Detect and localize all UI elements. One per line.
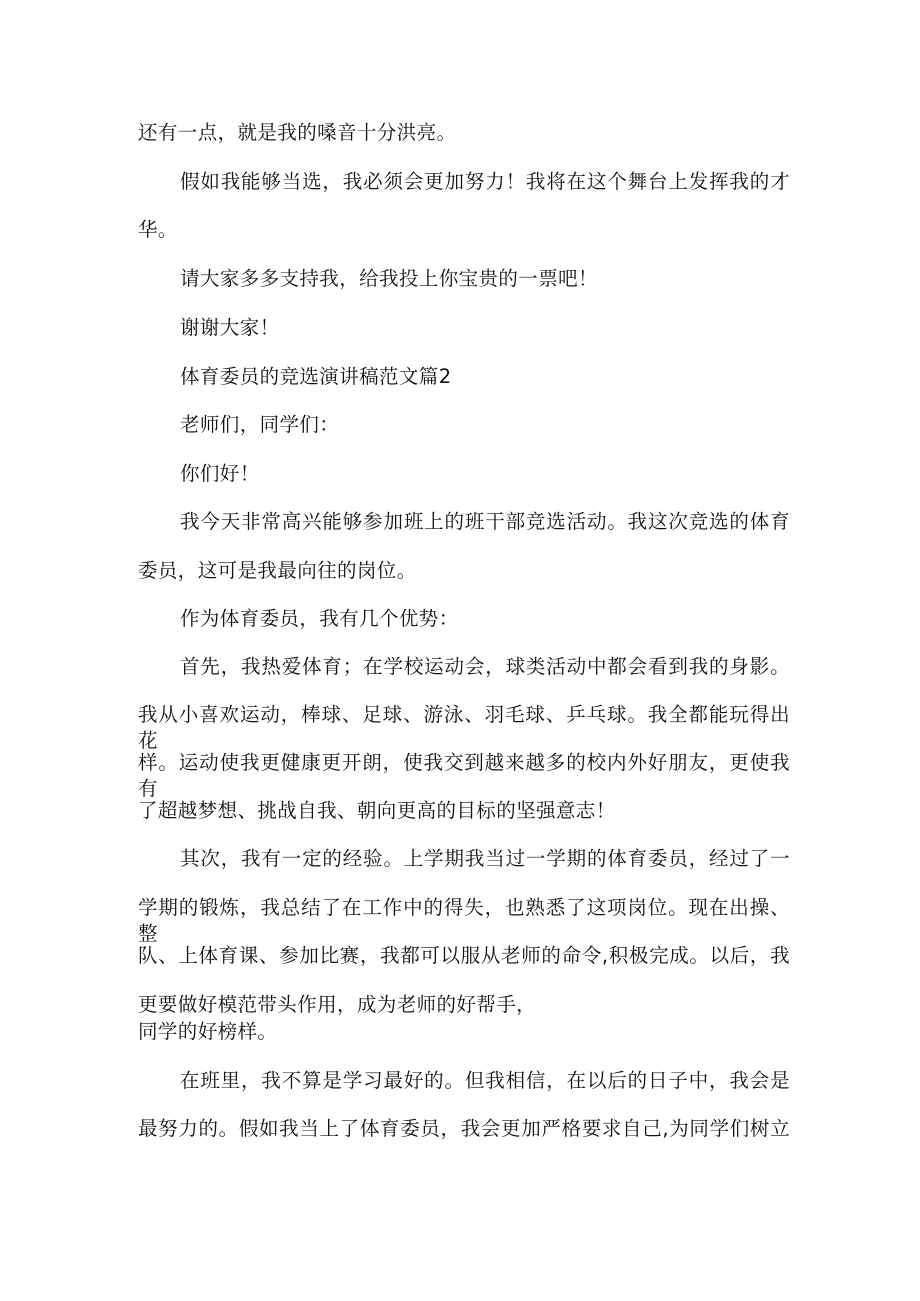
text-line: 华。 [138, 218, 178, 241]
text-line: 请大家多多支持我，给我投上你宝贵的一票吧！ [180, 267, 598, 290]
text-line: 委员，这可是我最向往的岗位。 [138, 559, 417, 582]
text-line: 还有一点，就是我的嗓音十分洪亮。 [138, 121, 457, 144]
text-line: 你们好！ [180, 462, 260, 485]
text-line: 同学的好榜样。 [138, 1020, 278, 1043]
text-line: 其次，我有一定的经验。上学期我当过一学期的体育委员，经过了一 [180, 847, 790, 870]
section-heading: 体育委员的竞选演讲稿范文篇2 [180, 365, 452, 388]
text-line: 作为体育委员，我有几个优势： [180, 607, 459, 630]
text-line: 我从小喜欢运动，棒球、足球、游泳、羽毛球、乒乓球。我全都能玩得出花 [138, 703, 790, 752]
text-line: 队、上体育课、参加比赛，我都可以服从老师的命令,积极完成。以后，我 [138, 944, 790, 967]
text-line: 谢谢大家！ [180, 316, 280, 339]
text-line: 样。运动使我更健康更开朗，使我交到越来越多的校内外好朋友，更使我有 [138, 751, 790, 800]
text-line: 我今天非常高兴能够参加班上的班干部竞选活动。我这次竞选的体育 [180, 510, 790, 533]
text-line: 最努力的。假如我当上了体育委员，我会更加严格要求自己,为同学们树立 [138, 1117, 790, 1140]
text-line: 假如我能够当选，我必须会更加努力！我将在这个舞台上发挥我的才 [180, 170, 790, 193]
text-line: 更要做好模范带头作用，成为老师的好帮手， [138, 993, 537, 1016]
text-line: 老师们，同学们： [180, 413, 340, 436]
text-line: 了超越梦想、挑战自我、朝向更高的目标的坚强意志！ [138, 799, 616, 822]
text-line: 首先，我热爱体育；在学校运动会，球类活动中都会看到我的身影。 [180, 655, 790, 678]
text-line: 学期的锻炼，我总结了在工作中的得失，也熟悉了这项岗位。现在出操、整 [138, 896, 790, 945]
text-line: 在班里，我不算是学习最好的。但我相信，在以后的日子中，我会是 [180, 1069, 790, 1092]
